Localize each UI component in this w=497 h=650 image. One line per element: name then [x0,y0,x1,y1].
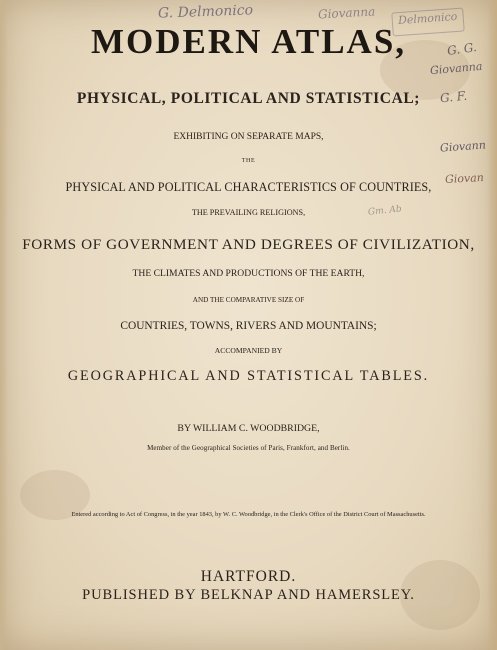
city-line: HARTFORD. [200,568,297,585]
publisher-line: PUBLISHED BY BELKNAP AND HAMERSLEY. [82,587,415,603]
countries-line: COUNTRIES, TOWNS, RIVERS AND MOUNTAINS; [120,320,377,332]
member-line: Member of the Geographical Societies of Paris, Frankfort, and Berlin. [147,444,350,452]
author-line: BY WILLIAM C. WOODBRIDGE, [177,423,320,434]
signature-right-1: G. G. [446,39,478,59]
comparative-line: AND THE COMPARATIVE SIZE OF [192,296,305,304]
exhibiting-line: EXHIBITING ON SEPARATE MAPS, [173,132,324,142]
copyright-line: Entered according to Act of Congress, in the year 1843, by W. C. Woodbridge, in the Clerk's Office of the District Court of Massachusetts. [71,511,426,518]
climates-line: THE CLIMATES AND PRODUCTIONS OF THE EARTH, [132,268,365,279]
signature-right-4: Giovann [439,138,487,155]
pencil-note: Gm. Ab [367,204,403,218]
atlas-subtitle: PHYSICAL, POLITICAL AND STATISTICAL; [76,90,421,107]
religions-line: THE PREVAILING RELIGIONS, [191,208,306,217]
signature-right-5: Giovan [444,170,485,187]
characteristics-line: PHYSICAL AND POLITICAL CHARACTERISTICS OF COUNTRIES, [65,180,432,194]
signature-right-3: G. F. [439,88,468,106]
forms-line: FORMS OF GOVERNMENT AND DEGREES OF CIVILIZATION, [22,236,475,253]
signature-top-mid: Giovanna [317,4,376,22]
atlas-title: MODERN ATLAS, [90,22,407,61]
signature-top-left: G. Delmonico [157,2,254,22]
tables-line: GEOGRAPHICAL AND STATISTICAL TABLES. [67,368,430,384]
accompanied-line: ACCOMPANIED BY [214,346,283,355]
the-line: THE [241,158,256,164]
signature-right-2: Giovanna [429,59,483,78]
signature-top-right: Delmonico [397,9,458,28]
